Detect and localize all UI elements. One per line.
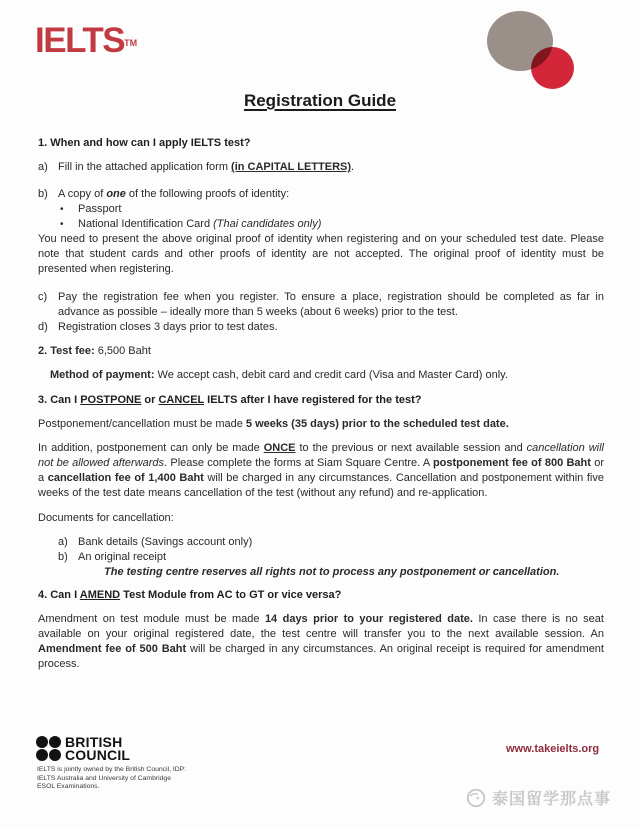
ielts-logo [35, 22, 137, 60]
section-4-heading: 4. Can I AMEND Test Module from AC to GT or vice versa? [38, 589, 342, 601]
dot-icon [49, 736, 61, 748]
watermark-text: 泰国留学那点事 [492, 791, 612, 808]
fine-print-line1: IELTS is jointly owned by the British Council, IDP: [37, 766, 187, 773]
list-text: Fill in the attached application form (in CAPITAL LETTERS). [58, 161, 355, 173]
postpone-details-paragraph: In addition, postponement can only be made ONCE to the previous or next available session and cancellation will not be allowed afterwards. Please complete the forms at Siam Square Centre. A postponement fee of 800 Baht or a cancellation fee of 1,400 Baht will be charged in any circumstances. Cancellation and postponement within five weeks of the test date means cancellation of the test (without any refund) and re-application. [38, 442, 605, 499]
bullet-item-passport [60, 202, 604, 217]
red-circle-decoration [531, 47, 574, 89]
section-3-heading: 3. Can I POSTPONE or CANCEL IELTS after I have registered for the test? [38, 394, 422, 406]
list-text: Pay the registration fee when you register. To ensure a place, registration should be completed as far in advance as possible – ideally more than 5 weeks (about 6 weeks) prior to the test. [58, 291, 604, 318]
page-title: Registration Guide [243, 91, 397, 110]
list-label: a) [58, 536, 68, 548]
dot-icon [49, 749, 61, 761]
amend-details-paragraph: Amendment on test module must be made 14 days prior to your registered date. In case there is no seat available on your original registered date, the test centre will transfer you to the next available session. An Amendment fee of 500 Baht will be charged in any circumstances. An original receipt is required for amendment process. [38, 613, 604, 670]
list-text: An original receipt [78, 551, 167, 563]
website-link[interactable]: www.takeielts.org [506, 743, 600, 755]
postpone-deadline-paragraph: Postponement/cancellation must be made 5 weeks (35 days) prior to the scheduled test date. [38, 418, 509, 430]
list-item-d [38, 320, 604, 335]
bullet-text: National Identification Card (Thai candidates only) [78, 218, 322, 230]
british-council-line1: BRITISH [65, 734, 123, 750]
cancellation-doc-a [58, 535, 604, 550]
fine-print-line2: IELTS Australia and University of Cambridge [37, 774, 171, 782]
list-item-a [38, 160, 604, 175]
british-council-line2: COUNCIL [65, 746, 131, 763]
section-1-heading: 1. When and how can I apply IELTS test? [38, 137, 251, 149]
fine-print-line3: ESOL Examinations. [37, 783, 100, 790]
list-item-c [38, 290, 604, 320]
dot-icon [36, 736, 48, 748]
trademark-symbol: TM [124, 38, 138, 48]
watermark [465, 786, 611, 809]
watermark-logo-icon [465, 787, 487, 809]
bullet-item-national-id [60, 217, 604, 232]
british-council-logo [36, 736, 130, 761]
bullet-icon: • [60, 204, 64, 215]
section-2-heading: 2. Test fee: 6,500 Baht [38, 345, 151, 357]
list-text: A copy of one of the following proofs of identity: [58, 188, 290, 200]
bullet-text: Passport [78, 203, 122, 215]
testing-centre-notice: The testing centre reserves all rights not to process any postponement or cancellation. [104, 566, 560, 578]
list-item-b [38, 187, 604, 202]
list-label: b) [58, 551, 68, 563]
cancellation-docs-label: Documents for cancellation: [38, 512, 174, 524]
list-text: Bank details (Savings account only) [78, 536, 253, 548]
list-label: d) [38, 321, 48, 333]
list-label: b) [38, 188, 48, 200]
list-text: Registration closes 3 days prior to test dates. [58, 321, 278, 333]
list-label: a) [38, 161, 48, 173]
ielts-logo-text: IELTS [35, 21, 125, 60]
british-council-wordmark [65, 736, 130, 761]
ownership-fine-print [37, 766, 186, 792]
dot-icon [36, 749, 48, 761]
document-body [38, 136, 604, 672]
bullet-icon: • [60, 219, 64, 230]
list-label: c) [38, 291, 48, 303]
payment-method-line: Method of payment: We accept cash, debit card and credit card (Visa and Master Card) only. [50, 369, 508, 381]
cancellation-doc-b [58, 550, 604, 565]
british-council-dots-icon [36, 736, 61, 761]
identity-note-paragraph: You need to present the above original proof of identity when registering and on your scheduled test date. Please note that student cards and other proofs of identity are not accepted. The original proof of identity must be presented when registering. [38, 233, 604, 275]
